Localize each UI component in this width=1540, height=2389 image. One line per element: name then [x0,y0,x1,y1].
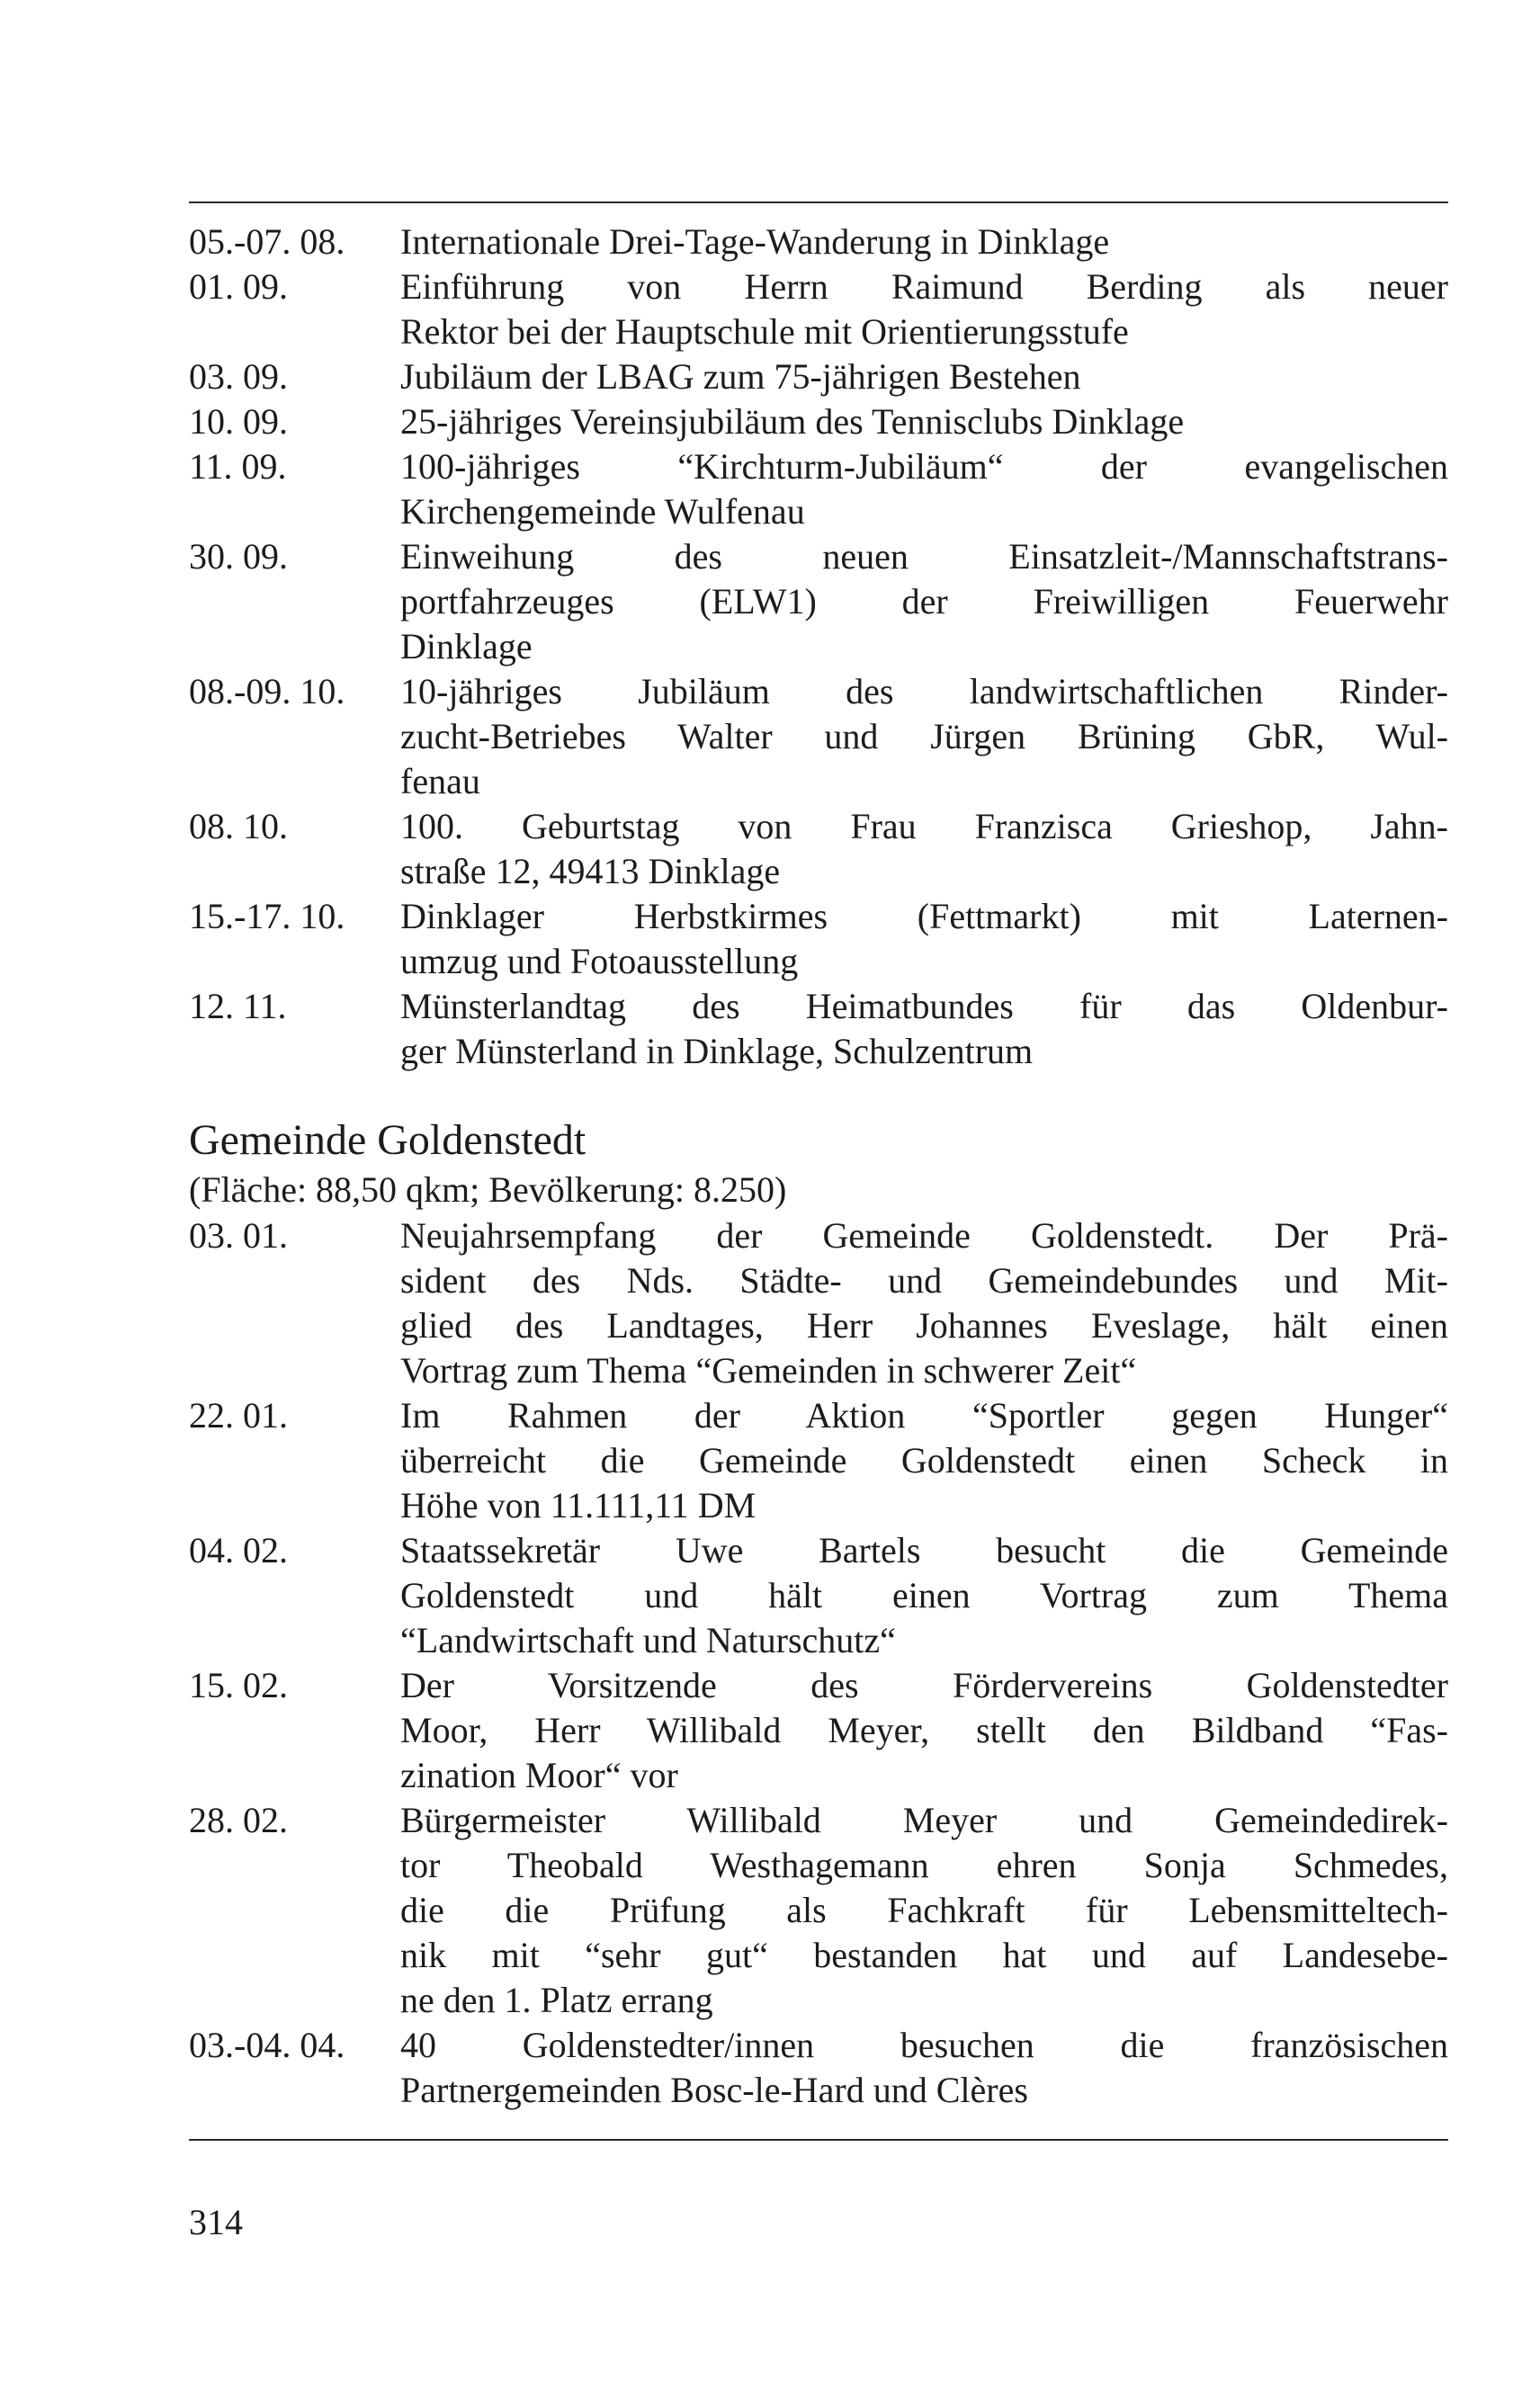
event-description [400,264,1448,354]
event-description [400,894,1448,984]
event-description-line: Einführung von Herrn Raimund Berding als neuer [400,266,1448,307]
event-description-line: Dinklager Herbstkirmes (Fettmarkt) mit Laternen- [400,896,1448,936]
event-description-line: ne den 1. Platz errang [400,1980,713,2020]
event-date: 12. 11. [189,986,287,1026]
event-description-line: überreicht die Gemeinde Goldenstedt einen Scheck in [400,1440,1448,1481]
bottom-rule [189,2139,1448,2141]
event-entry [189,354,1448,399]
event-date: 10. 09. [189,401,288,442]
event-description-line: die die Prüfung als Fachkraft für Lebensmitteltech- [400,1890,1448,1930]
event-entry [189,804,1448,894]
event-description [400,669,1448,804]
event-description [400,1393,1448,1528]
event-description [400,984,1448,1074]
event-date: 22. 01. [189,1395,288,1436]
event-entry [189,2023,1448,2113]
event-description-line: portfahrzeuges (ELW1) der Freiwilligen Feuerwehr [400,581,1448,622]
event-description-line: “Landwirtschaft und Naturschutz“ [400,1620,896,1660]
event-description-line: Neujahrsempfang der Gemeinde Goldenstedt. Der Prä- [400,1215,1448,1256]
event-entry [189,984,1448,1074]
event-date: 03. 09. [189,356,288,397]
event-entry [189,1213,1448,1393]
event-description-line: ger Münsterland in Dinklage, Schulzentrum [400,1031,1034,1071]
event-description-line: 100-jähriges “Kirchturm-Jubiläum“ der evangelischen [400,446,1448,487]
event-description-line: Moor, Herr Willibald Meyer, stellt den Bildband “Fas- [400,1710,1448,1750]
event-description-line: Einweihung des neuen Einsatzleit-/Mannschaftstrans- [400,536,1448,577]
event-entry [189,1663,1448,1798]
event-description [400,444,1448,534]
event-description-line: 100. Geburtstag von Frau Franzisca Grieshop, Jahn- [400,806,1448,846]
section-heading: Gemeinde Goldenstedt [189,1116,586,1164]
event-list-dinklage [189,219,1448,1074]
event-date: 03.-04. 04. [189,2025,345,2065]
event-entry [189,264,1448,354]
event-description-line: 40 Goldenstedter/innen besuchen die französischen [400,2025,1448,2065]
event-description-line: Im Rahmen der Aktion “Sportler gegen Hunger“ [400,1395,1448,1436]
event-entry [189,534,1448,669]
event-description [400,1798,1448,2023]
event-description-line: zination Moor“ vor [400,1755,678,1795]
event-description-line: umzug und Fotoausstellung [400,941,799,981]
event-description [400,2023,1448,2113]
event-description-line: Jubiläum der LBAG zum 75-jährigen Bestehen [400,356,1081,397]
event-description-line: Internationale Drei-Tage-Wanderung in Dinklage [400,221,1110,262]
event-description-line: Der Vorsitzende des Fördervereins Goldenstedter [400,1665,1448,1705]
event-description [400,399,1448,444]
event-date: 15.-17. 10. [189,896,345,936]
event-entry [189,399,1448,444]
event-entry [189,1528,1448,1663]
event-description [400,354,1448,399]
event-list-goldenstedt [189,1213,1448,2113]
event-date: 08.-09. 10. [189,671,345,711]
section-subtitle: (Fläche: 88,50 qkm; Bevölkerung: 8.250) [189,1169,787,1210]
event-description-line: straße 12, 49413 Dinklage [400,851,781,891]
event-description [400,1213,1448,1393]
event-description [400,534,1448,669]
event-description-line: Bürgermeister Willibald Meyer und Gemeindedirek- [400,1800,1448,1840]
event-description-line: Vortrag zum Thema “Gemeinden in schwerer Zeit“ [400,1350,1137,1391]
event-entry [189,669,1448,804]
event-date: 05.-07. 08. [189,221,345,262]
event-description-line: fenau [400,761,480,801]
event-entry [189,894,1448,984]
event-date: 11. 09. [189,446,287,487]
event-date: 03. 01. [189,1215,288,1256]
event-description-line: 10-jähriges Jubiläum des landwirtschaftlichen Rinder- [400,671,1448,711]
event-description-line: Kirchengemeinde Wulfenau [400,491,805,532]
event-description-line: tor Theobald Westhagemann ehren Sonja Schmedes, [400,1845,1448,1885]
event-date: 01. 09. [189,266,288,307]
event-date: 15. 02. [189,1665,288,1705]
event-date: 08. 10. [189,806,288,846]
event-entry [189,444,1448,534]
event-description-line: sident des Nds. Städte- und Gemeindebundes und Mit- [400,1260,1448,1301]
event-entry [189,1798,1448,2023]
event-description-line: Staatssekretär Uwe Bartels besucht die Gemeinde [400,1530,1448,1570]
event-date: 28. 02. [189,1800,288,1840]
page-number: 314 [189,2202,243,2242]
event-description-line: Münsterlandtag des Heimatbundes für das Oldenbur- [400,986,1448,1026]
event-description-line: Goldenstedt und hält einen Vortrag zum Thema [400,1575,1448,1615]
event-entry [189,1393,1448,1528]
event-description [400,1528,1448,1663]
event-description-line: Rektor bei der Hauptschule mit Orientierungsstufe [400,311,1129,352]
event-description [400,1663,1448,1798]
event-description [400,219,1448,264]
event-description-line: zucht-Betriebes Walter und Jürgen Brüning GbR, Wul- [400,716,1448,756]
event-date: 04. 02. [189,1530,288,1570]
event-entry [189,219,1448,264]
event-description-line: 25-jähriges Vereinsjubiläum des Tennisclubs Dinklage [400,401,1185,442]
event-description-line: Partnergemeinden Bosc-le-Hard und Clères [400,2070,1028,2110]
event-description-line: nik mit “sehr gut“ bestanden hat und auf Landesebe- [400,1935,1448,1975]
event-description [400,804,1448,894]
event-description-line: Dinklage [400,626,533,667]
event-description-line: Höhe von 11.111,11 DM [400,1485,757,1526]
event-date: 30. 09. [189,536,288,577]
event-description-line: glied des Landtages, Herr Johannes Eveslage, hält einen [400,1305,1448,1346]
top-rule [189,201,1448,203]
